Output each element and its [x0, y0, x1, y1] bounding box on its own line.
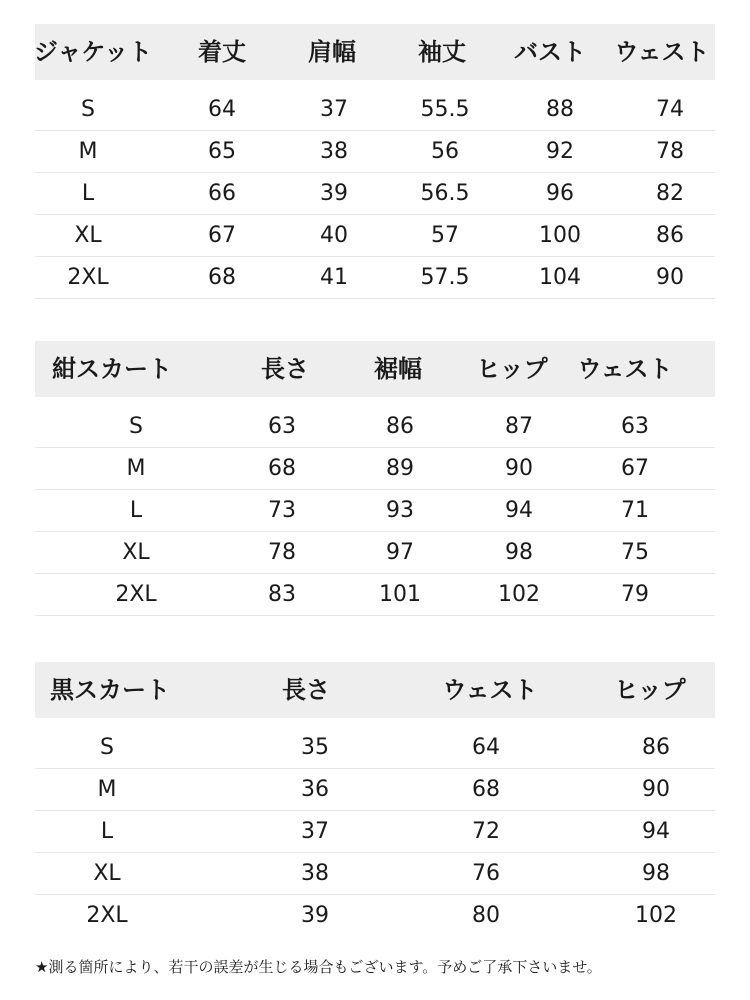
navy-skirt-size-table	[35, 341, 715, 616]
table-row	[35, 895, 715, 937]
navy-skirt-header-hip: ヒップ	[476, 355, 548, 383]
table-cell: 94	[642, 819, 670, 844]
table-cell: 39	[320, 181, 348, 206]
jacket-header-waist: ウェスト	[614, 38, 710, 66]
table-cell: 56.5	[420, 181, 470, 206]
black-skirt-header-name: 黒スカート	[50, 676, 170, 704]
table-cell: 57	[431, 223, 459, 248]
navy-skirt-header-waist: ウェスト	[577, 355, 673, 383]
table-cell: 64	[208, 97, 236, 122]
table-cell: 68	[472, 777, 500, 802]
table-cell: 63	[621, 414, 649, 439]
jacket-table-header	[35, 24, 715, 80]
table-cell: 89	[386, 456, 414, 481]
table-cell: 56	[431, 139, 459, 164]
table-cell: 38	[301, 861, 329, 886]
table-cell: 37	[320, 97, 348, 122]
table-cell: 76	[472, 861, 500, 886]
table-cell: 75	[621, 540, 649, 565]
table-cell: 57.5	[420, 265, 470, 290]
black-skirt-header-hip: ヒップ	[614, 676, 686, 704]
table-row	[35, 257, 715, 299]
jacket-header-bust: バスト	[514, 38, 586, 66]
table-cell: 74	[656, 97, 684, 122]
table-cell: 63	[268, 414, 296, 439]
table-cell: 90	[642, 777, 670, 802]
table-cell: 40	[320, 223, 348, 248]
table-cell: 98	[505, 540, 533, 565]
size-label: M	[78, 139, 98, 164]
table-cell: 36	[301, 777, 329, 802]
table-row	[35, 769, 715, 811]
navy-skirt-header-hem: 裾幅	[374, 355, 422, 383]
table-cell: 96	[546, 181, 574, 206]
table-row	[35, 131, 715, 173]
jacket-header-length: 着丈	[198, 38, 246, 66]
table-cell: 94	[505, 498, 533, 523]
table-cell: 65	[208, 139, 236, 164]
table-cell: 86	[386, 414, 414, 439]
size-label: M	[97, 777, 117, 802]
table-row	[35, 173, 715, 215]
table-cell: 64	[472, 735, 500, 760]
table-cell: 71	[621, 498, 649, 523]
jacket-size-table	[35, 24, 715, 299]
table-cell: 98	[642, 861, 670, 886]
navy-skirt-header-name: 紺スカート	[52, 355, 172, 383]
table-cell: 90	[656, 265, 684, 290]
table-cell: 78	[268, 540, 296, 565]
size-label: L	[129, 498, 143, 523]
table-cell: 86	[642, 735, 670, 760]
table-cell: 97	[386, 540, 414, 565]
black-skirt-header-waist: ウェスト	[442, 676, 538, 704]
table-cell: 104	[539, 265, 581, 290]
size-label: XL	[122, 540, 150, 565]
size-label: 2XL	[67, 265, 109, 290]
jacket-header-sleeve: 袖丈	[418, 38, 466, 66]
size-label: S	[100, 735, 114, 760]
table-cell: 72	[472, 819, 500, 844]
size-label: L	[81, 181, 95, 206]
size-label: XL	[93, 861, 121, 886]
black-skirt-table-header	[35, 662, 715, 718]
table-cell: 102	[498, 582, 540, 607]
measurement-note: ★測る箇所により、若干の誤差が生じる場合もございます。予めご了承下さいませ。	[35, 958, 602, 976]
table-cell: 35	[301, 735, 329, 760]
table-row	[35, 532, 715, 574]
table-cell: 79	[621, 582, 649, 607]
table-cell: 73	[268, 498, 296, 523]
table-cell: 93	[386, 498, 414, 523]
table-cell: 100	[539, 223, 581, 248]
size-label: 2XL	[86, 903, 128, 928]
table-cell: 68	[208, 265, 236, 290]
table-cell: 67	[208, 223, 236, 248]
table-cell: 80	[472, 903, 500, 928]
table-row	[35, 490, 715, 532]
black-skirt-header-length: 長さ	[282, 676, 330, 704]
size-label: M	[126, 456, 146, 481]
table-cell: 78	[656, 139, 684, 164]
table-cell: 67	[621, 456, 649, 481]
size-label: L	[100, 819, 114, 844]
navy-skirt-table-header	[35, 341, 715, 397]
size-label: 2XL	[115, 582, 157, 607]
table-cell: 82	[656, 181, 684, 206]
table-row	[35, 811, 715, 853]
table-cell: 101	[379, 582, 421, 607]
table-cell: 68	[268, 456, 296, 481]
black-skirt-size-table	[35, 662, 715, 937]
table-cell: 83	[268, 582, 296, 607]
table-row	[35, 574, 715, 616]
navy-skirt-header-length: 長さ	[261, 355, 309, 383]
table-cell: 88	[546, 97, 574, 122]
table-cell: 39	[301, 903, 329, 928]
table-cell: 86	[656, 223, 684, 248]
table-cell: 90	[505, 456, 533, 481]
table-cell: 55.5	[420, 97, 470, 122]
table-row	[35, 406, 715, 448]
size-label: S	[81, 97, 95, 122]
table-row	[35, 89, 715, 131]
table-cell: 92	[546, 139, 574, 164]
table-cell: 38	[320, 139, 348, 164]
table-row	[35, 448, 715, 490]
jacket-header-shoulder: 肩幅	[308, 38, 356, 66]
table-cell: 66	[208, 181, 236, 206]
table-row	[35, 727, 715, 769]
jacket-header-name: ジャケット	[33, 38, 153, 66]
table-row	[35, 215, 715, 257]
table-cell: 37	[301, 819, 329, 844]
table-row	[35, 853, 715, 895]
table-cell: 87	[505, 414, 533, 439]
table-cell: 41	[320, 265, 348, 290]
size-label: XL	[74, 223, 102, 248]
table-cell: 102	[635, 903, 677, 928]
size-label: S	[129, 414, 143, 439]
